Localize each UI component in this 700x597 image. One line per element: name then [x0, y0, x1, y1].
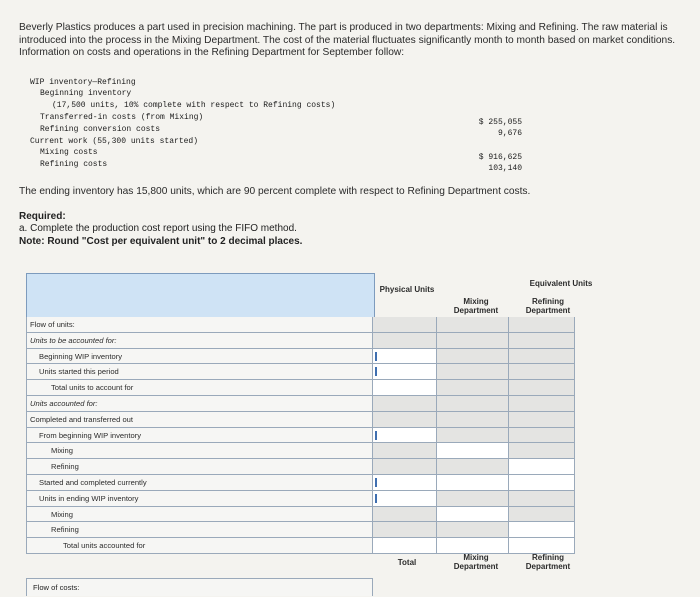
input-cell[interactable]	[437, 538, 509, 554]
physical-units-header: Physical Units	[379, 285, 435, 294]
input-cell[interactable]	[373, 349, 437, 365]
mixing-dept-footer: Mixing Department	[453, 553, 499, 571]
table-row	[26, 507, 700, 523]
row-label: Flow of units:	[26, 317, 373, 333]
data-line-wip: WIP inventory—Refining	[30, 78, 136, 87]
data-line-units: (17,500 units, 10% complete with respect to Refining costs)	[52, 101, 336, 110]
row-label: Total units accounted for	[26, 538, 373, 554]
value-conversion: 9,676	[497, 129, 522, 138]
table-row	[26, 349, 700, 365]
table-row	[26, 412, 700, 428]
required-section	[19, 211, 302, 248]
total-header: Total	[397, 558, 417, 567]
data-line-mixing: Mixing costs	[40, 148, 98, 157]
value-mixing: $ 916,625	[478, 153, 522, 162]
input-cell[interactable]	[509, 475, 575, 491]
input-cell[interactable]	[437, 507, 509, 523]
row-label: Total units to account for	[26, 380, 373, 396]
equivalent-units-header: Equivalent Units	[529, 279, 593, 288]
units-table	[26, 317, 700, 554]
row-label: Refining	[26, 522, 373, 538]
data-line-conversion: Refining conversion costs	[40, 125, 161, 134]
table-row	[26, 333, 700, 349]
table-row	[26, 380, 700, 396]
required-item-a: a. Complete the production cost report using the FIFO method.	[19, 223, 297, 235]
row-label: Started and completed currently	[26, 475, 373, 491]
input-cell[interactable]	[437, 443, 509, 459]
refining-dept-footer: Refining Department	[525, 553, 571, 571]
table-row	[26, 475, 700, 491]
table-header-blank	[26, 273, 375, 319]
row-label: Beginning WIP inventory	[26, 349, 373, 365]
problem-intro: Beverly Plastics produces a part used in precision machining. The part is produced in two departments: Mixing and Refining. The raw material is introduced into the process in the Mixing Department. The cost of the material fluctuates significantly month to month based on market conditions. Information on costs and operations in the Refining Department for September follow:	[19, 22, 676, 59]
value-transferred: $ 255,055	[478, 118, 522, 127]
row-label: Units in ending WIP inventory	[26, 491, 373, 507]
row-label: Units accounted for:	[26, 396, 373, 412]
row-label: Mixing	[26, 507, 373, 523]
refining-dept-header: Refining Department	[525, 297, 571, 315]
table-row	[26, 364, 700, 380]
input-cell[interactable]	[437, 475, 509, 491]
ending-inventory-text: The ending inventory has 15,800 units, which are 90 percent complete with respect to Refining Department costs.	[19, 186, 531, 197]
required-title: Required:	[19, 211, 66, 222]
input-cell[interactable]	[373, 538, 437, 554]
input-cell[interactable]	[373, 380, 437, 396]
row-label: Refining	[26, 459, 373, 475]
data-line-transferred: Transferred-in costs (from Mixing)	[40, 113, 204, 122]
input-cell[interactable]	[373, 475, 437, 491]
table-row	[26, 443, 700, 459]
table-row	[26, 428, 700, 444]
input-cell[interactable]	[373, 491, 437, 507]
input-cell[interactable]	[373, 364, 437, 380]
mixing-dept-header: Mixing Department	[453, 297, 499, 315]
row-label: From beginning WIP inventory	[26, 428, 373, 444]
row-label: Units started this period	[26, 364, 373, 380]
data-line-refining: Refining costs	[40, 160, 108, 169]
data-line-current: Current work (55,300 units started)	[30, 137, 199, 146]
input-cell[interactable]	[509, 522, 575, 538]
input-cell[interactable]	[509, 538, 575, 554]
data-line-beginning: Beginning inventory	[40, 89, 132, 98]
input-cell[interactable]	[373, 428, 437, 444]
flow-of-costs-label: Flow of costs:	[26, 578, 373, 596]
table-row	[26, 459, 700, 475]
table-row	[26, 522, 700, 538]
row-label: Completed and transferred out	[26, 412, 373, 428]
table-row	[26, 538, 700, 554]
table-row	[26, 491, 700, 507]
table-row	[26, 317, 700, 333]
required-note: Note: Round "Cost per equivalent unit" to 2 decimal places.	[19, 235, 303, 247]
row-label: Units to be accounted for:	[26, 333, 373, 349]
table-row	[26, 396, 700, 412]
row-label: Mixing	[26, 443, 373, 459]
input-cell[interactable]	[509, 459, 575, 475]
value-refining: 103,140	[488, 164, 522, 173]
